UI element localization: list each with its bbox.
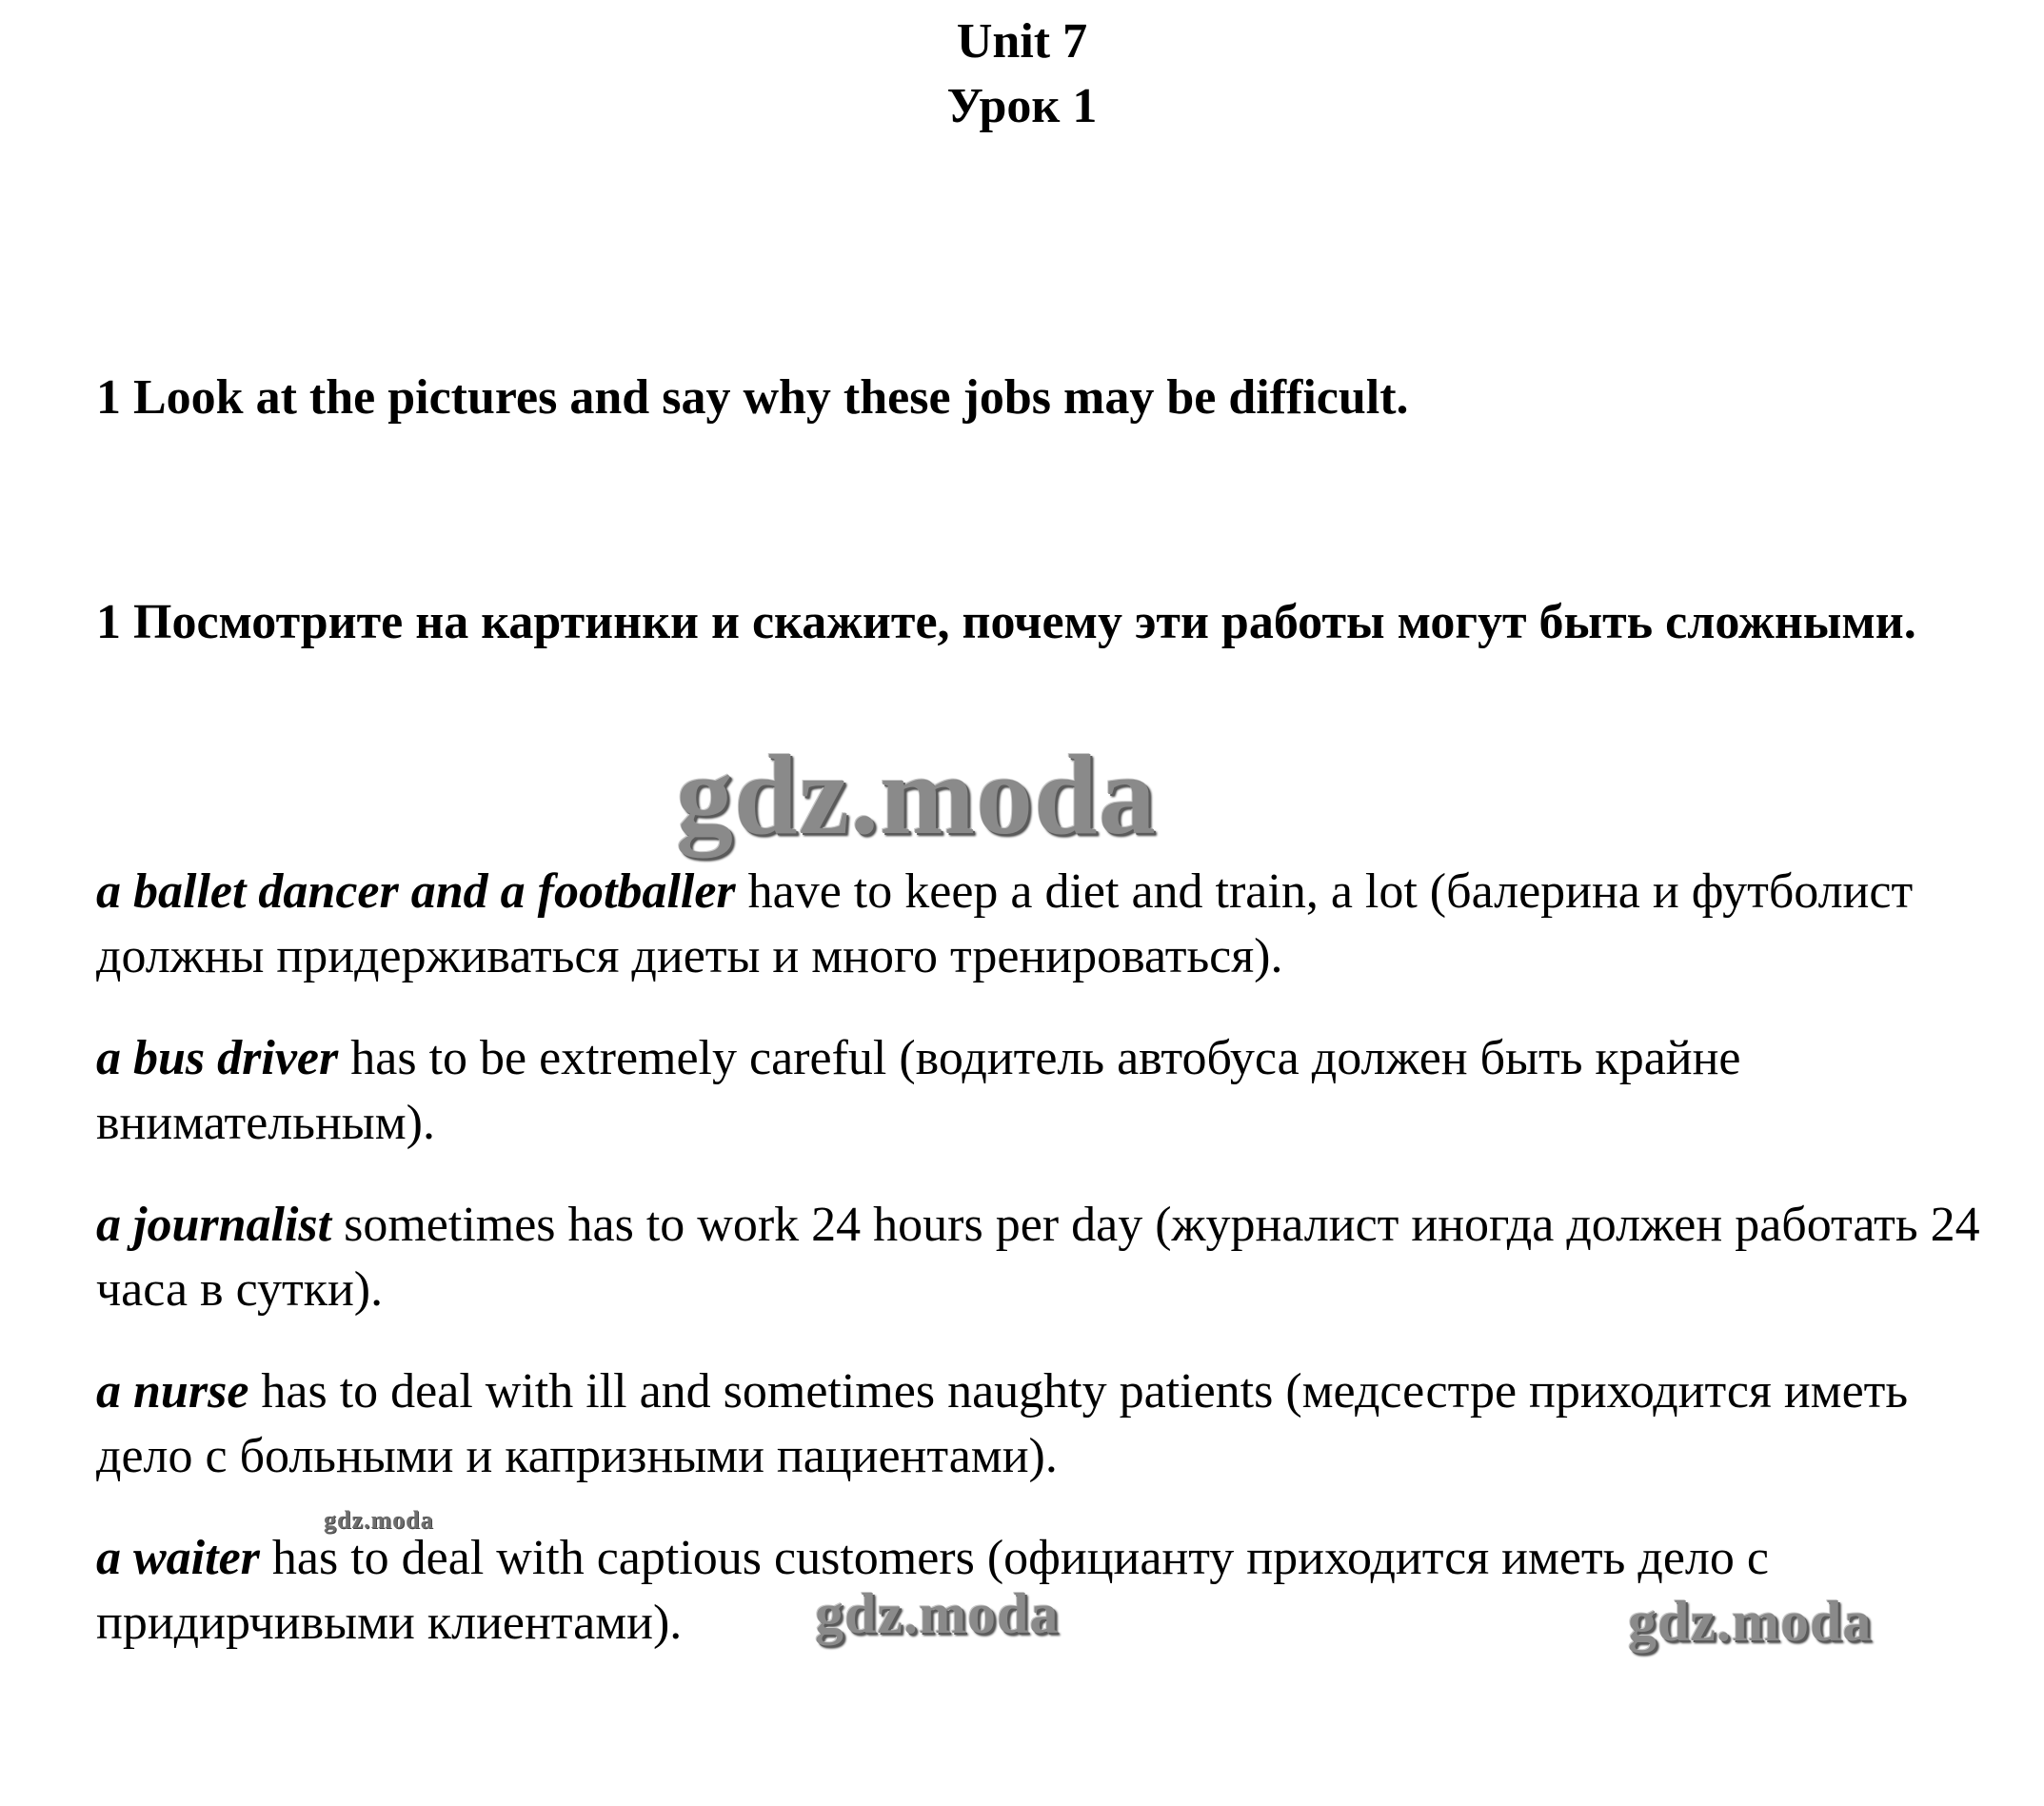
answer-text: have to keep a diet and train, a lot (балерина и футболист должны придерживаться диеты и много тренироваться). bbox=[96, 864, 1914, 983]
unit-title: Unit 7 bbox=[956, 14, 1088, 69]
answer-term: a waiter bbox=[96, 1531, 260, 1585]
answer-term: a ballet dancer and a footballer bbox=[96, 864, 736, 919]
answer-item bbox=[96, 1193, 1991, 1322]
answer-text: has to be extremely careful (водитель автобуса должен быть крайне внимательным). bbox=[96, 1031, 1741, 1150]
answer-term: a nurse bbox=[96, 1364, 249, 1419]
answer-item bbox=[96, 860, 1991, 989]
watermark-bottom-right: gdz.moda bbox=[1628, 1590, 1873, 1653]
watermark-large: gdz.moda bbox=[676, 731, 1157, 858]
answer-text: has to deal with captious customers (официанту приходится иметь дело с придирчивыми клиентами). bbox=[96, 1531, 1769, 1650]
answer-text: has to deal with ill and sometimes naughty patients (медсестре приходится иметь дело с больными и капризными пациентами). bbox=[96, 1364, 1909, 1483]
task-english: 1 Look at the pictures and say why these jobs may be difficult. bbox=[96, 370, 1409, 425]
answer-term: a journalist bbox=[96, 1198, 332, 1252]
task-russian: 1 Посмотрите на картинки и скажите, почему эти работы могут быть сложными. bbox=[96, 595, 1916, 649]
watermark-bottom-left: gdz.moda bbox=[815, 1582, 1060, 1645]
watermark-small: gdz.moda bbox=[324, 1506, 434, 1534]
answer-term: a bus driver bbox=[96, 1031, 339, 1085]
answer-item bbox=[96, 1026, 1991, 1156]
answer-item bbox=[96, 1359, 1991, 1489]
lesson-title: Урок 1 bbox=[946, 79, 1098, 133]
answer-text: sometimes has to work 24 hours per day (журналист иногда должен работать 24 часа в сутки). bbox=[96, 1198, 1980, 1317]
